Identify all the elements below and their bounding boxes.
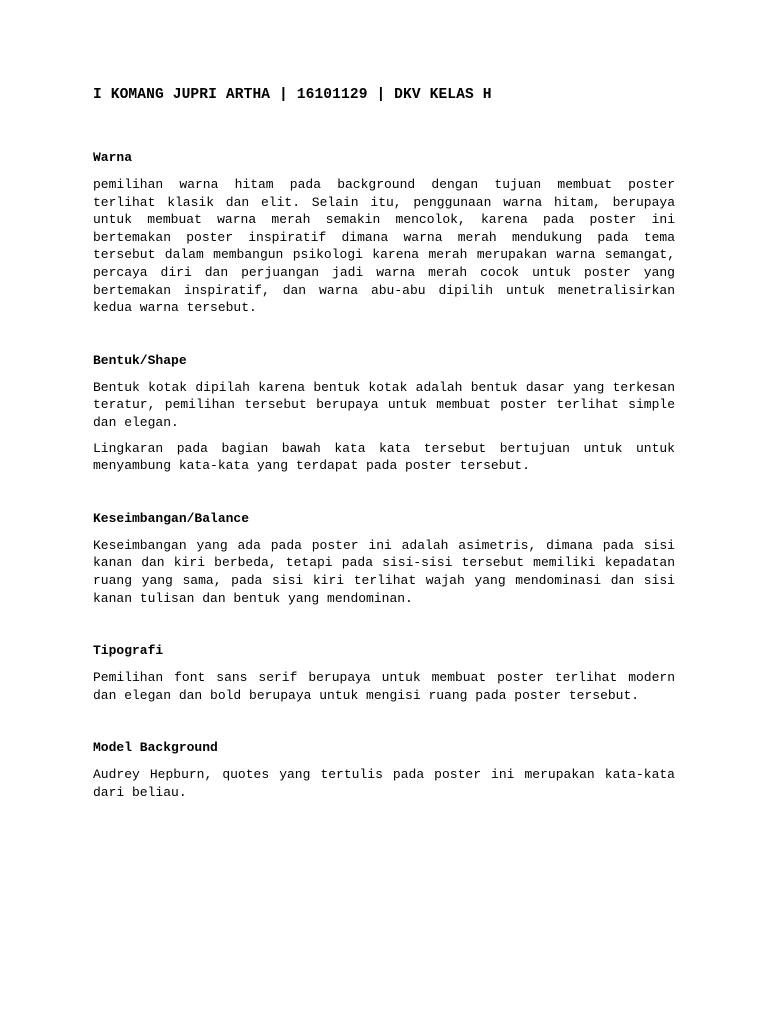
paragraph: Keseimbangan yang ada pada poster ini adalah asimetris, dimana pada sisi kanan dan kiri berbeda, tetapi pada sisi-sisi tersebut memiliki kepadatan ruang yang sama, pada sisi kiri terlihat wajah yang mendominasi dan sisi kanan tulisan dan bentuk yang mendominan. — [93, 537, 675, 606]
section-bentuk-shape — [93, 352, 675, 475]
section-heading: Tipografi — [93, 643, 164, 659]
document-title: I KOMANG JUPRI ARTHA | 16101129 | DKV KELAS H — [93, 87, 492, 103]
section-heading: Keseimbangan/Balance — [93, 510, 250, 526]
section-warna — [93, 149, 675, 317]
section-keseimbangan-balance — [93, 510, 675, 607]
paragraph: Audrey Hepburn, quotes yang tertulis pada poster ini merupakan kata-kata dari beliau. — [93, 767, 675, 800]
paragraph: Pemilihan font sans serif berupaya untuk membuat poster terlihat modern dan elegan dan bold berupaya untuk mengisi ruang pada poster tersebut. — [93, 670, 675, 703]
section-model-background — [93, 739, 675, 801]
section-heading: Bentuk/Shape — [93, 352, 187, 368]
paragraph: Bentuk kotak dipilah karena bentuk kotak adalah bentuk dasar yang terkesan teratur, pemilihan tersebut berupaya untuk membuat poster terlihat simple dan elegan. — [93, 379, 675, 430]
section-heading: Model Background — [93, 740, 218, 756]
document-page — [93, 85, 675, 836]
paragraph: pemilihan warna hitam pada background dengan tujuan membuat poster terlihat klasik dan elit. Selain itu, penggunaan warna hitam, berupaya untuk membuat warna merah semakin mencolok, karena pada poster ini bertemakan poster inspiratif dimana warna merah mendukung pada tema tersebut dalam membangun psikologi karena merah merupakan warna semangat, percaya diri dan perjuangan jadi warna merah cocok untuk poster yang bertemakan inspiratif, dan warna abu-abu dipilih untuk menetralisirkan kedua warna tersebut. — [93, 177, 675, 316]
section-heading: Warna — [93, 150, 133, 165]
paragraph: Lingkaran pada bagian bawah kata kata tersebut bertujuan untuk untuk menyambung kata-kata yang terdapat pada poster tersebut. — [93, 440, 675, 474]
section-tipografi — [93, 642, 675, 704]
